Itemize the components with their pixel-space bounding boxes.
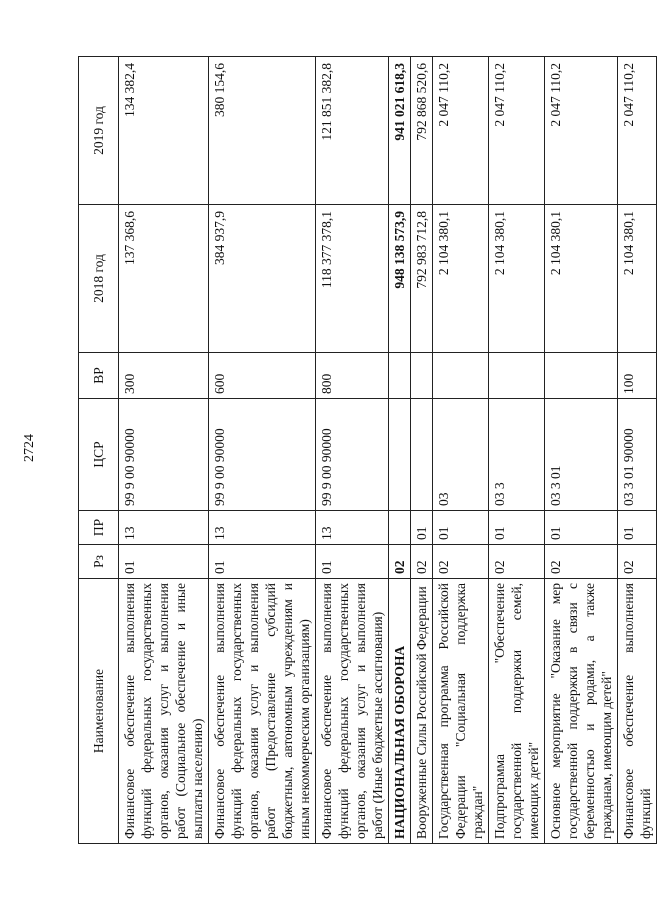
table-row xyxy=(433,57,489,844)
row-vr xyxy=(433,353,489,399)
row-2018: 792 983 712,8 xyxy=(411,205,433,353)
row-2018: 2 104 380,1 xyxy=(433,205,489,353)
header-vr: ВР xyxy=(79,353,119,399)
header-name: Наименование xyxy=(79,579,119,844)
table-row xyxy=(209,57,316,844)
row-name: Финансовое обеспечение выполнения функций федеральных государственных органов, оказания услуг и выполнения работ (Социальное обеспечение и иные выплаты населению) xyxy=(119,579,209,844)
table-row xyxy=(618,57,657,844)
table-row xyxy=(316,57,389,844)
row-2019: 121 851 382,8 xyxy=(316,57,389,205)
row-pr: 01 xyxy=(545,511,618,545)
row-pr: 01 xyxy=(433,511,489,545)
row-2019: 134 382,4 xyxy=(119,57,209,205)
row-rz: 01 xyxy=(119,545,209,579)
row-2019: 792 868 520,6 xyxy=(411,57,433,205)
row-rz: 02 xyxy=(489,545,545,579)
row-name: НАЦИОНАЛЬНАЯ ОБОРОНА xyxy=(389,579,411,844)
row-csr: 03 xyxy=(433,399,489,511)
row-rz: 02 xyxy=(389,545,411,579)
row-csr: 03 3 01 xyxy=(545,399,618,511)
row-2018: 948 138 573,9 xyxy=(389,205,411,353)
row-2019: 941 021 618,3 xyxy=(389,57,411,205)
table-row xyxy=(545,57,618,844)
row-vr: 800 xyxy=(316,353,389,399)
row-name: Государственная программа Российской Федерации "Социальная поддержка граждан" xyxy=(433,579,489,844)
row-csr: 03 3 xyxy=(489,399,545,511)
row-rz: 02 xyxy=(411,545,433,579)
table-header-row xyxy=(79,57,119,844)
header-rz: Рз xyxy=(79,545,119,579)
table-row xyxy=(119,57,209,844)
row-vr: 600 xyxy=(209,353,316,399)
row-rz: 02 xyxy=(433,545,489,579)
row-pr: 13 xyxy=(119,511,209,545)
table-row xyxy=(411,57,433,844)
row-csr: 99 9 00 90000 xyxy=(119,399,209,511)
row-2018: 2 104 380,1 xyxy=(489,205,545,353)
row-vr xyxy=(489,353,545,399)
row-csr: 99 9 00 90000 xyxy=(209,399,316,511)
row-csr: 03 3 01 90000 xyxy=(618,399,657,511)
row-pr: 13 xyxy=(316,511,389,545)
row-2019: 2 047 110,2 xyxy=(545,57,618,205)
row-vr xyxy=(411,353,433,399)
row-pr: 01 xyxy=(618,511,657,545)
row-2018: 384 937,9 xyxy=(209,205,316,353)
table-body xyxy=(119,57,657,844)
row-rz: 01 xyxy=(209,545,316,579)
row-name: Подпрограмма "Обеспечение государственной поддержки семей, имеющих детей" xyxy=(489,579,545,844)
row-2018: 137 368,6 xyxy=(119,205,209,353)
table-row xyxy=(389,57,411,844)
row-name: Финансовое обеспечение выполнения функций федеральных государственных органов, оказания услуг и выполнения работ (Предоставление субсидий бюджетным, автономным учреждениям и иным некоммерческим организациям) xyxy=(209,579,316,844)
row-pr: 01 xyxy=(489,511,545,545)
row-csr: 99 9 00 90000 xyxy=(316,399,389,511)
header-pr: ПР xyxy=(79,511,119,545)
row-rz: 02 xyxy=(618,545,657,579)
header-csr: ЦСР xyxy=(79,399,119,511)
row-pr: 13 xyxy=(209,511,316,545)
table-row xyxy=(489,57,545,844)
row-pr: 01 xyxy=(411,511,433,545)
row-pr xyxy=(389,511,411,545)
row-vr: 100 xyxy=(618,353,657,399)
row-name: Основное мероприятие "Оказание мер государственной поддержки в связи с беременностью и родами, а также гражданам, имеющим детей" xyxy=(545,579,618,844)
row-2019: 2 047 110,2 xyxy=(433,57,489,205)
row-vr xyxy=(545,353,618,399)
row-2019: 2 047 110,2 xyxy=(489,57,545,205)
row-vr: 300 xyxy=(119,353,209,399)
budget-table xyxy=(78,56,657,844)
budget-table-rotated xyxy=(78,57,653,844)
row-2019: 2 047 110,2 xyxy=(618,57,657,205)
page-number: 2724 xyxy=(22,434,37,462)
row-vr xyxy=(389,353,411,399)
row-rz: 02 xyxy=(545,545,618,579)
row-name: Финансовое обеспечение выполнения функций xyxy=(618,579,657,844)
row-2018: 2 104 380,1 xyxy=(618,205,657,353)
row-2018: 118 377 378,1 xyxy=(316,205,389,353)
row-rz: 01 xyxy=(316,545,389,579)
row-2019: 380 154,6 xyxy=(209,57,316,205)
row-name: Финансовое обеспечение выполнения функций федеральных государственных органов, оказания услуг и выполнения работ (Иные бюджетные ассигнования) xyxy=(316,579,389,844)
row-csr xyxy=(389,399,411,511)
header-2019: 2019 год xyxy=(79,57,119,205)
row-csr xyxy=(411,399,433,511)
row-2018: 2 104 380,1 xyxy=(545,205,618,353)
row-name: Вооруженные Силы Российской Федерации xyxy=(411,579,433,844)
header-2018: 2018 год xyxy=(79,205,119,353)
